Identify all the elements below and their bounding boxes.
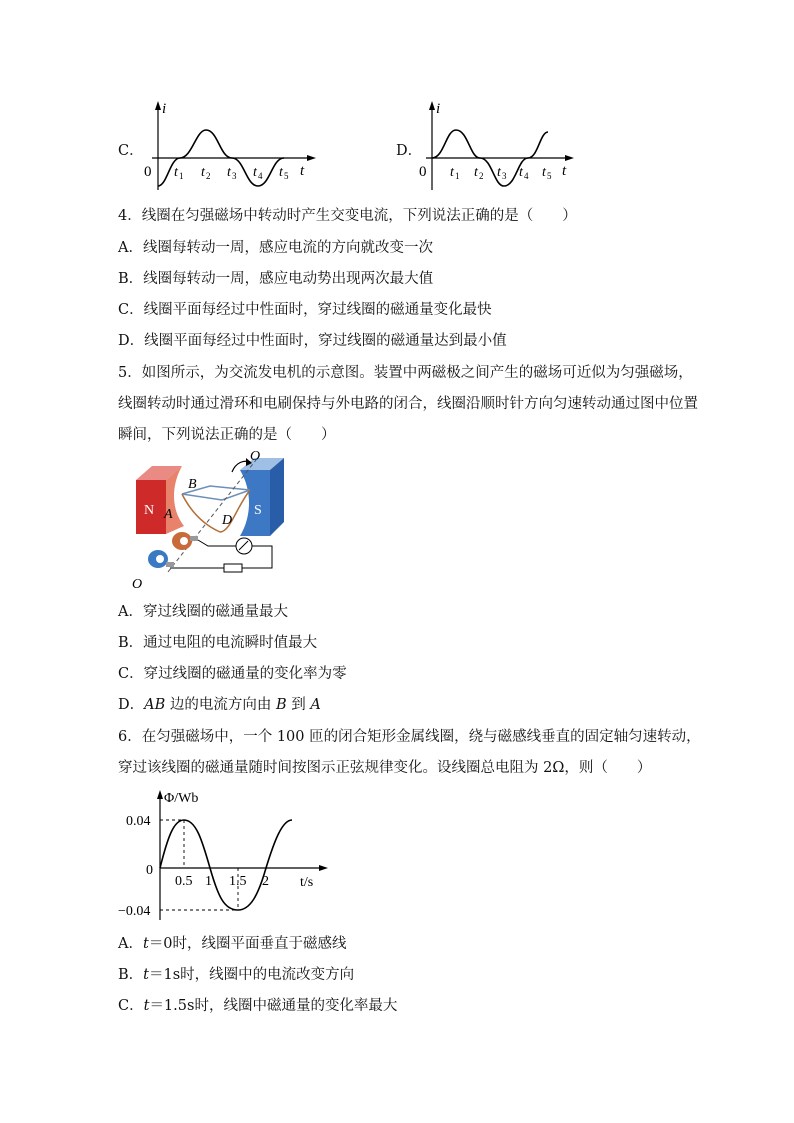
flux-graph-ybottom: −0.04 [118, 904, 151, 919]
graph-c-xlabel: t [300, 163, 305, 179]
graph-c-tick: t [174, 165, 178, 180]
graph-c-tick: t [201, 165, 205, 180]
q6-option-a-var: t [142, 936, 149, 952]
option-c-label: C． [118, 143, 144, 159]
graph-c-sub: 3 [232, 171, 237, 181]
q6-option-c[interactable] [118, 996, 397, 1016]
q6-stem-line: 穿过该线圈的磁通量随时间按图示正弦规律变化。设线圈总电阻为 2Ω，则（ ） [118, 760, 652, 776]
flux-graph-xtick: 1.5 [229, 874, 247, 889]
flux-graph-xtick: 0.5 [175, 874, 193, 889]
flux-graph-xlabel: t/s [300, 875, 314, 890]
flux-graph-origin: 0 [146, 863, 153, 878]
label-a: A [164, 507, 173, 522]
q6-option-a-rest: ＝0时，线圈平面垂直于磁感线 [148, 936, 347, 952]
generator-diagram [124, 448, 294, 596]
resistor [224, 564, 242, 572]
q5-option-d[interactable] [118, 695, 321, 715]
rotation-axis [168, 460, 256, 572]
q6-option-b[interactable] [118, 965, 354, 985]
q5-option-c[interactable]: C．穿过线圈的磁通量的变化率为零 [118, 666, 347, 682]
graph-d-sub: 3 [502, 171, 507, 181]
q6-option-c-prefix: C． [118, 998, 144, 1014]
q5-option-d-to-word: 到 [286, 697, 311, 713]
graph-d-sub: 2 [479, 171, 484, 181]
q5-option-d-mid: 边的电流方向由 [165, 697, 276, 713]
south-pole-side [270, 458, 284, 536]
q5-option-d-ab: AB [144, 697, 166, 713]
graph-c-tick: t [279, 165, 283, 180]
graph-d-xlabel: t [562, 163, 567, 179]
q6-option-a-prefix: A． [118, 936, 143, 952]
graph-c-sub: 5 [284, 171, 289, 181]
q6-option-b-prefix: B． [118, 967, 144, 983]
label-n: N [144, 503, 155, 518]
q6-stem-line: 6．在匀强磁场中，一个 100 匝的闭合矩形金属线圈，绕与磁感线垂直的固定轴匀速转动， [118, 729, 701, 745]
flux-curve [160, 820, 292, 910]
graph-d-sub: 4 [524, 171, 529, 181]
graph-d-sub: 5 [547, 171, 552, 181]
flux-graph-ytop: 0.04 [126, 814, 151, 829]
label-s: S [254, 503, 262, 518]
graph-d-tick: t [450, 165, 454, 180]
q5-stem-line: 5．如图所示，为交流发电机的示意图。装置中两磁极之间产生的磁场可近似为匀强磁场， [118, 365, 693, 381]
q6-option-c-var: t [143, 998, 150, 1014]
q6-option-b-var: t [143, 967, 149, 983]
q5-option-d-from: B [276, 697, 287, 713]
graph-d [418, 98, 598, 198]
graph-d-origin: 0 [419, 164, 427, 180]
graph-d-tick: t [497, 165, 501, 180]
graph-c-sub: 1 [179, 171, 184, 181]
label-o-bottom: O [132, 577, 143, 592]
q4-stem: 4．线圈在匀强磁场中转动时产生交变电流，下列说法正确的是（ ） [118, 208, 577, 224]
q4-option-d[interactable]: D．线圈平面每经过中性面时，穿过线圈的磁通量达到最小值 [118, 333, 507, 349]
q5-option-d-prefix: D． [118, 697, 145, 713]
q6-option-b-rest: ＝1s时，线圈中的电流改变方向 [148, 967, 355, 983]
q6-option-a[interactable] [118, 934, 347, 954]
graph-c-tick: t [253, 165, 257, 180]
q4-option-c[interactable]: C．线圈平面每经过中性面时，穿过线圈的磁通量变化最快 [118, 302, 492, 318]
graph-d-tick: t [542, 165, 546, 180]
graph-c-sub: 2 [206, 171, 211, 181]
q4-option-a[interactable]: A．线圈每转动一周，感应电流的方向就改变一次 [118, 240, 433, 256]
flux-graph-xtick: 2 [262, 874, 269, 889]
q5-option-b[interactable]: B．通过电阻的电流瞬时值最大 [118, 635, 318, 651]
flux-graph-xtick: 1 [205, 874, 212, 889]
q6-option-c-rest: ＝1.5s时，线圈中磁通量的变化率最大 [149, 998, 398, 1014]
graph-d-ylabel: i [436, 101, 441, 117]
graph-d-tick: t [519, 165, 523, 180]
q5-option-d-to: A [310, 697, 321, 713]
ammeter [236, 538, 252, 554]
q5-stem-line: 瞬间，下列说法正确的是（ ） [118, 427, 336, 443]
label-o-top: O [250, 449, 261, 464]
graph-d-sub: 1 [455, 171, 460, 181]
graph-c-sub: 4 [258, 171, 263, 181]
flux-graph-ylabel: Φ/Wb [164, 791, 199, 806]
graph-c-ylabel: i [162, 101, 167, 117]
option-d-label: D． [396, 143, 423, 159]
q5-option-a[interactable]: A．穿过线圈的磁通量最大 [118, 604, 288, 620]
label-b: B [188, 477, 197, 492]
label-d: D [222, 513, 233, 528]
graph-c [140, 98, 320, 198]
flux-graph [112, 784, 352, 924]
q5-stem-line: 线圈转动时通过滑环和电刷保持与外电路的闭合，线圈沿顺时针方向匀速转动通过图中位置 [118, 396, 698, 412]
graph-c-origin: 0 [144, 164, 152, 180]
graph-c-tick: t [227, 165, 231, 180]
graph-d-tick: t [474, 165, 478, 180]
q4-option-b[interactable]: B．线圈每转动一周，感应电动势出现两次最大值 [118, 271, 434, 287]
